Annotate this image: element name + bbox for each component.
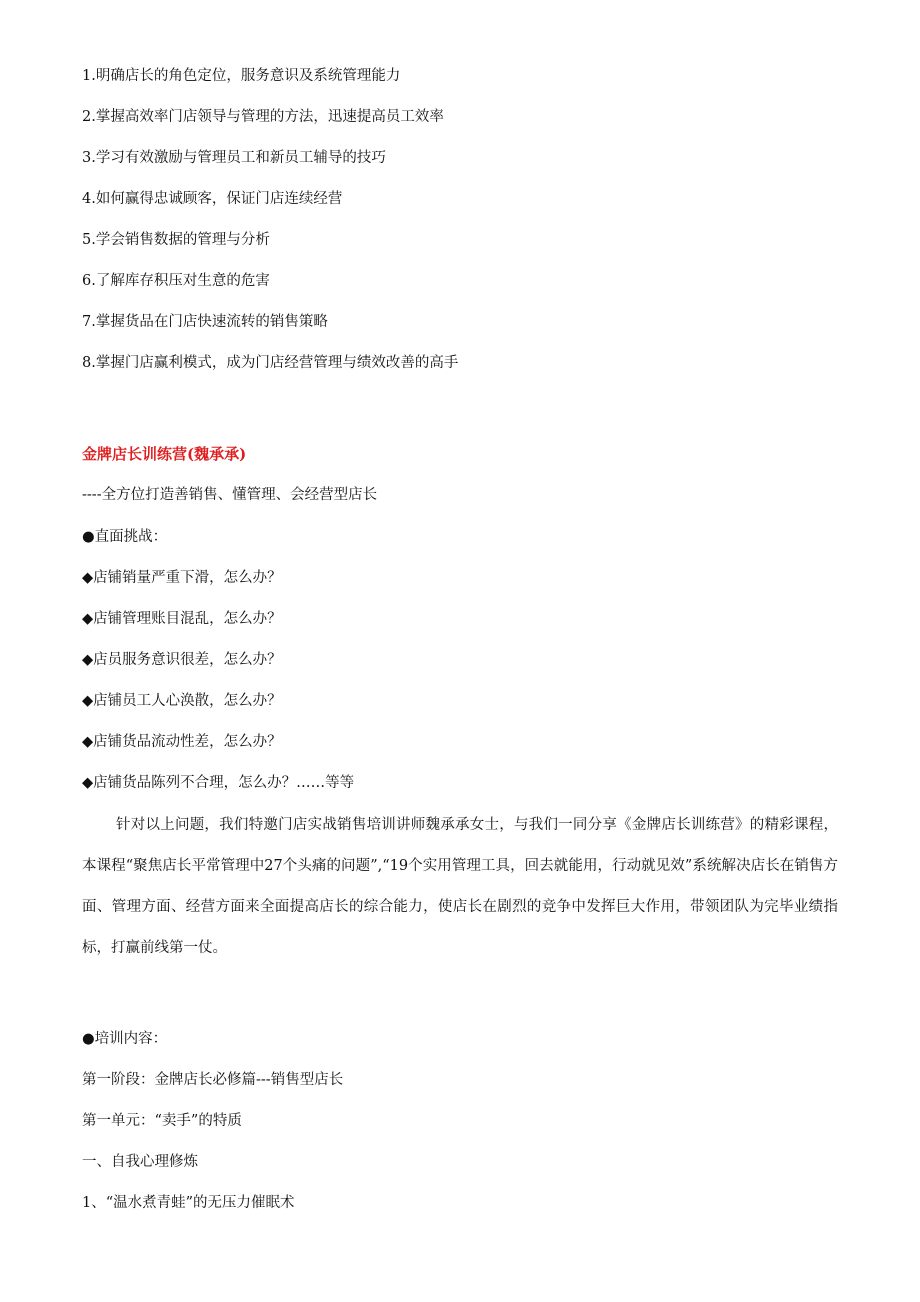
challenge-heading: ●直面挑战： — [82, 529, 168, 545]
challenge-item: ◆店铺销量严重下滑，怎么办？ — [82, 570, 282, 586]
challenge-item: ◆店员服务意识很差，怎么办？ — [82, 652, 282, 668]
objective-item: 5.学会销售数据的管理与分析 — [82, 232, 270, 248]
intro-paragraph: 针对以上问题，我们特邀门店实战销售培训讲师魏承承女士，与我们一同分享《金牌店长训练营》的精彩课程，本课程“聚焦店长平常管理中27个头痛的问题”,“19个实用管理工具，回去就能用，行动就见效”系统解决店长在销售方面、管理方面、经营方面来全面提高店长的综合能力，使店长在剧烈的竞争中发挥巨大作用，带领团队为完毕业绩指标，打赢前线第一仗。 — [82, 817, 838, 956]
objective-item: 3.学习有效激励与管理员工和新员工辅导的技巧 — [82, 150, 386, 166]
objective-item: 1.明确店长的角色定位，服务意识及系统管理能力 — [82, 68, 401, 84]
objective-item: 2.掌握高效率门店领导与管理的方法，迅速提高员工效率 — [82, 109, 444, 125]
objective-item: 7.掌握货品在门店快速流转的销售策略 — [82, 314, 328, 330]
content-line: 一、自我心理修炼 — [82, 1154, 198, 1170]
content-line: 第一单元：“卖手”的特质 — [82, 1113, 242, 1129]
content-heading: ●培训内容： — [82, 1031, 168, 1047]
objective-item: 4.如何赢得忠诚顾客，保证门店连续经营 — [82, 191, 343, 207]
content-line: 第一阶段：金牌店长必修篇---销售型店长 — [82, 1072, 344, 1088]
course-subtitle: ----全方位打造善销售、懂管理、会经营型店长 — [82, 487, 378, 503]
objective-item: 6.了解库存积压对生意的危害 — [82, 273, 270, 289]
content-line: 1、“温水煮青蛙”的无压力催眠术 — [82, 1195, 295, 1211]
challenge-item: ◆店铺员工人心涣散，怎么办？ — [82, 693, 282, 709]
course-title: 金牌店长训练营(魏承承) — [82, 445, 247, 463]
objective-item: 8.掌握门店赢利模式，成为门店经营管理与绩效改善的高手 — [82, 355, 459, 371]
challenge-item: ◆店铺货品流动性差，怎么办？ — [82, 734, 282, 750]
challenge-item: ◆店铺货品陈列不合理，怎么办？……等等 — [82, 775, 355, 791]
challenge-item: ◆店铺管理账目混乱，怎么办？ — [82, 611, 282, 627]
